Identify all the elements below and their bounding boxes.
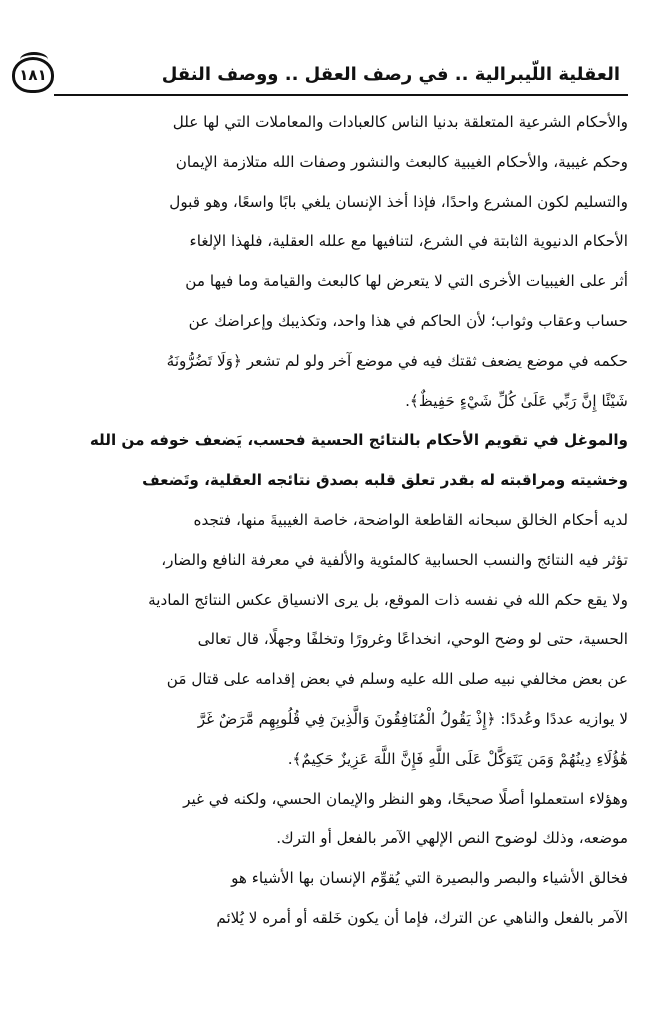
- text-line: والتسليم لكون المشرع واحدًا، فإذا أخذ الإنسان يلغي بابًا واسعًا، وهو قبول: [169, 192, 628, 211]
- header-divider: [54, 94, 628, 96]
- text-line: وحكم غيبية، والأحكام الغيبية كالبعث والنشور وصفات الله متلازمة الإيمان: [175, 152, 628, 171]
- text-line: الأحكام الدنيوية الثابتة في الشرع، لتنافيها مع علله العقلية، فلهذا الإلغاء: [189, 232, 628, 251]
- text-line: الحسية، حتى لو وضح الوحي، انخداعًا وغرورًا وتخلفًا وجهلًا، قال تعالى: [197, 630, 628, 649]
- text-line: أثر على الغيبيات الأخرى التي لا يتعرض لها كالبعث والقيامة وما فيها من: [185, 272, 628, 291]
- text-line: والأحكام الشرعية المتعلقة بدنيا الناس كالعبادات والمعاملات التي لها علل: [172, 113, 628, 131]
- quran-verse-line: شَيْئًا إِنَّ رَبِّي عَلَىٰ كُلِّ شَيْءٍ حَفِيظٌ﴾.: [405, 391, 628, 410]
- text-line: حكمه في موضع يضعف ثقتك فيه في موضع آخر ولو لم تشعر ﴿وَلَا تَضُرُّونَهُ: [166, 351, 628, 370]
- text-line: موضعه، وذلك لوضوح النص الإلهي الآمر بالفعل أو الترك.: [276, 829, 628, 848]
- page-number-badge: [12, 57, 54, 93]
- text-line: لا يوازيه عددًا وعُددًا: ﴿إِذْ يَقُولُ الْمُنَافِقُونَ وَالَّذِينَ فِي قُلُوبِهِم مَّرَضٌ غَرَّ: [197, 709, 628, 728]
- text-line: والموغل في تقويم الأحكام بالنتائج الحسية فحسب، يَضعف خوفه من الله: [89, 431, 628, 450]
- text-line: لديه أحكام الخالق سبحانه القاطعة الواضحة، خاصة الغيبيةَ منها، فتجده: [193, 510, 628, 529]
- text-line: وخشيته ومراقبته له بقدر تعلق قلبه بصدق نتائجه العقلية، وتَضعف: [142, 471, 628, 490]
- text-line: حساب وعقاب وثواب؛ لأن الحاكم في هذا واحد، وتكذيبك وإعراضك عن: [188, 311, 628, 330]
- body-text: [24, 103, 628, 939]
- running-title: العقلية اللّيبرالية .. في رصف العقل .. ووصف النقل: [161, 64, 620, 85]
- text-line: ولا يقع حكم الله في نفسه ذات الموقع، بل يرى الانسياق عكس النتائج المادية: [148, 590, 628, 609]
- text-line: تؤثر فيه النتائج والنسب الحسابية كالمئوية والألفية في معرفة النافع والضار،: [161, 550, 628, 569]
- text-line: فخالق الأشياء والبصر والبصيرة التي يُقوِّم الإنسان بها الأشياء هو: [231, 869, 628, 888]
- quran-verse-line: هَٰؤُلَاءِ دِينُهُمْ وَمَن يَتَوَكَّلْ عَلَى اللَّهِ فَإِنَّ اللَّهَ عَزِيزٌ حَكِيمٌ﴾.: [287, 749, 628, 768]
- text-line: وهؤلاء استعملوا أصلًا صحيحًا، وهو النظر والإيمان الحسي، ولكنه في غير: [183, 789, 628, 808]
- text-line: عن بعض مخالفي نبيه صلى الله عليه وسلم في بعض إقدامه على قتال مَن: [166, 670, 628, 689]
- page-number: ١٨١: [19, 66, 47, 84]
- running-header: [12, 52, 628, 102]
- text-line: الآمر بالفعل والناهي عن الترك، فإما أن يكون خَلقه أو أمره لا يُلائم: [216, 908, 628, 927]
